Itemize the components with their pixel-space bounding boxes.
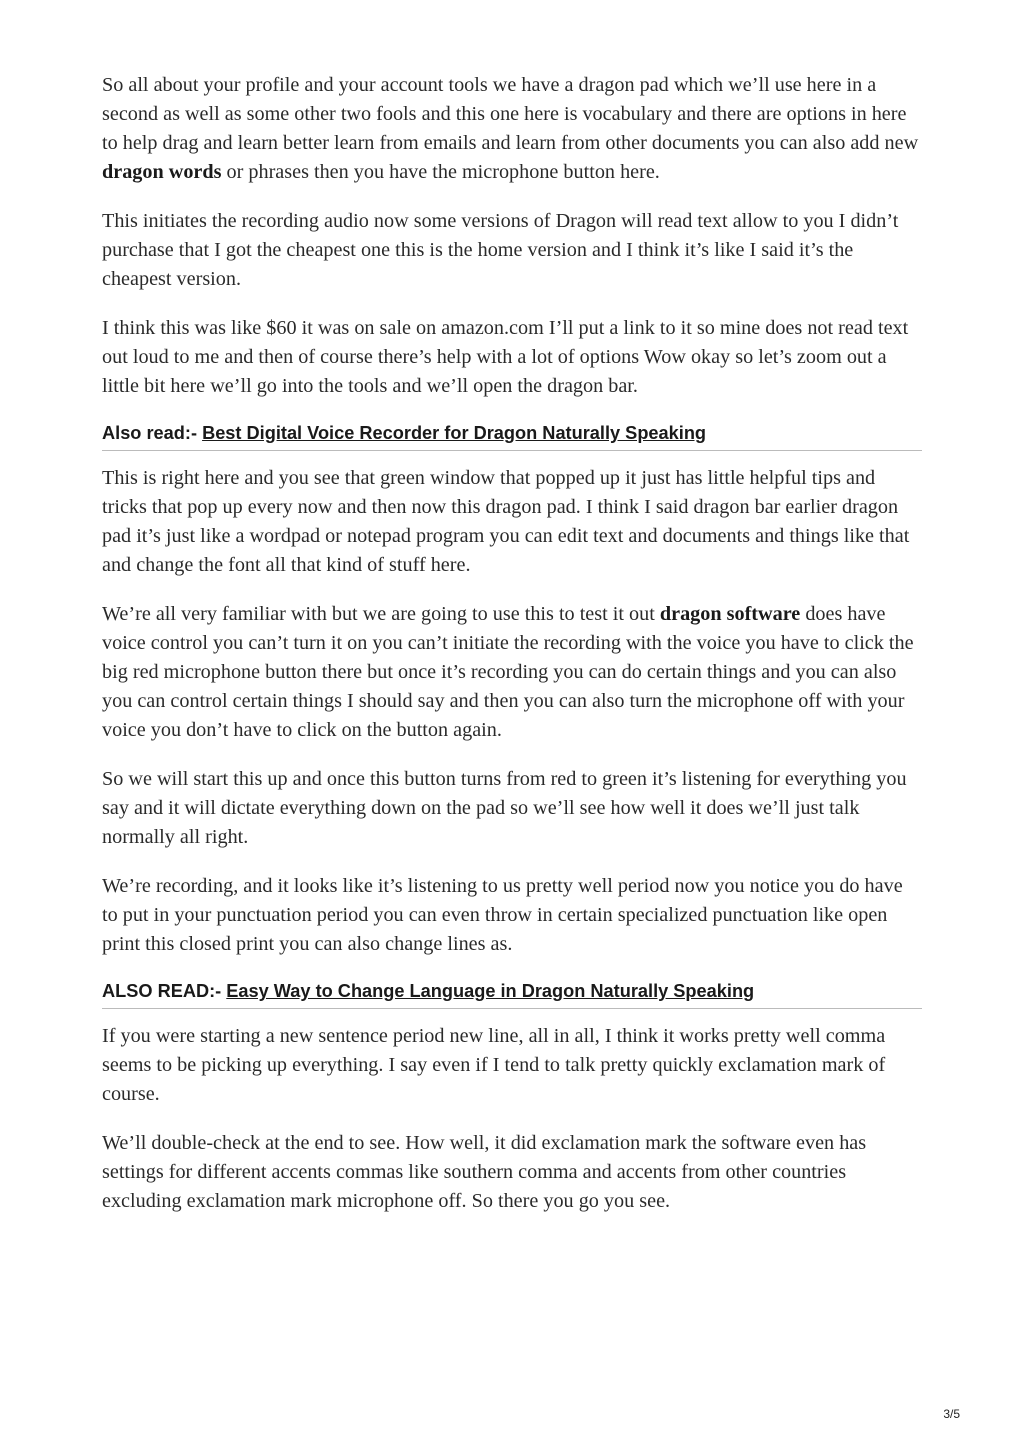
paragraph-text: We’re all very familiar with but we are going to use this to test it out bbox=[102, 603, 660, 625]
paragraph-profile-tools bbox=[102, 71, 922, 187]
also-read-box-2 bbox=[102, 979, 922, 1009]
bold-keyword-dragon-software: dragon software bbox=[659, 603, 801, 625]
paragraph-recording-punctuation: We’re recording, and it looks like it’s listening to us pretty well period now you notice you do have to put in your punctuation period you can even throw in certain specialized punctuation like open print this closed print you can also change lines as. bbox=[102, 875, 903, 955]
paragraph-green-window: This is right here and you see that green window that popped up it just has little helpful tips and tricks that pop up every now and then now this dragon pad. I think I said dragon bar earlier dragon pad it’s just like a wordpad or notepad program you can edit text and documents and things like that and change the font all that kind of stuff here. bbox=[102, 467, 910, 576]
also-read-prefix: ALSO READ:- bbox=[102, 981, 227, 1001]
paragraph-start-listening: So we will start this up and once this button turns from red to green it’s listening for everything you say and it will dictate everything down on the pad so we’ll see how well it does we’ll just talk normally all right. bbox=[102, 768, 907, 848]
paragraph-new-sentence: If you were starting a new sentence period new line, all in all, I think it works pretty well comma seems to be picking up everything. I say even if I tend to talk pretty quickly exclamation mark of course. bbox=[102, 1025, 886, 1105]
paragraph-text: So all about your profile and your account tools we have a dragon pad which we’ll use here in a second as well as some other two fools and this one here is vocabulary and there are options in here to help drag and learn better learn from emails and learn from other documents you can also add new bbox=[102, 74, 919, 154]
page-number: 3/5 bbox=[943, 1407, 960, 1421]
paragraph-voice-control bbox=[102, 600, 922, 745]
paragraph-recording: This initiates the recording audio now some versions of Dragon will read text allow to you I didn’t purchase that I got the cheapest one this is the home version and I think it’s like I said it’s the cheapest version. bbox=[102, 210, 899, 290]
also-read-prefix: Also read:- bbox=[102, 423, 203, 443]
also-read-box-1 bbox=[102, 421, 922, 451]
also-read-link-voice-recorder[interactable]: Best Digital Voice Recorder for Dragon Naturally Speaking bbox=[202, 423, 707, 443]
paragraph-double-check: We’ll double-check at the end to see. How well, it did exclamation mark the software even has settings for different accents commas like southern comma and accents from other countries excluding exclamation mark microphone off. So there you go you see. bbox=[102, 1132, 867, 1212]
bold-keyword-dragon-words: dragon words bbox=[102, 161, 222, 183]
article-body bbox=[102, 71, 922, 1236]
paragraph-text: or phrases then you have the microphone button here. bbox=[221, 161, 660, 183]
paragraph-price: I think this was like $60 it was on sale on amazon.com I’ll put a link to it so mine does not read text out loud to me and then of course there’s help with a lot of options Wow okay so let’s zoom out a little bit here we’ll go into the tools and we’ll open the dragon bar. bbox=[102, 317, 909, 397]
paragraph-text: does have voice control you can’t turn it on you can’t initiate the recording with the voice you have to click the big red microphone button there but once it’s recording you can do certain things and you can also you can control certain things I should say and then you can also turn the microphone off with your voice you don’t have to click on the button again. bbox=[102, 603, 914, 741]
also-read-link-change-language[interactable]: Easy Way to Change Language in Dragon Naturally Speaking bbox=[226, 981, 755, 1001]
